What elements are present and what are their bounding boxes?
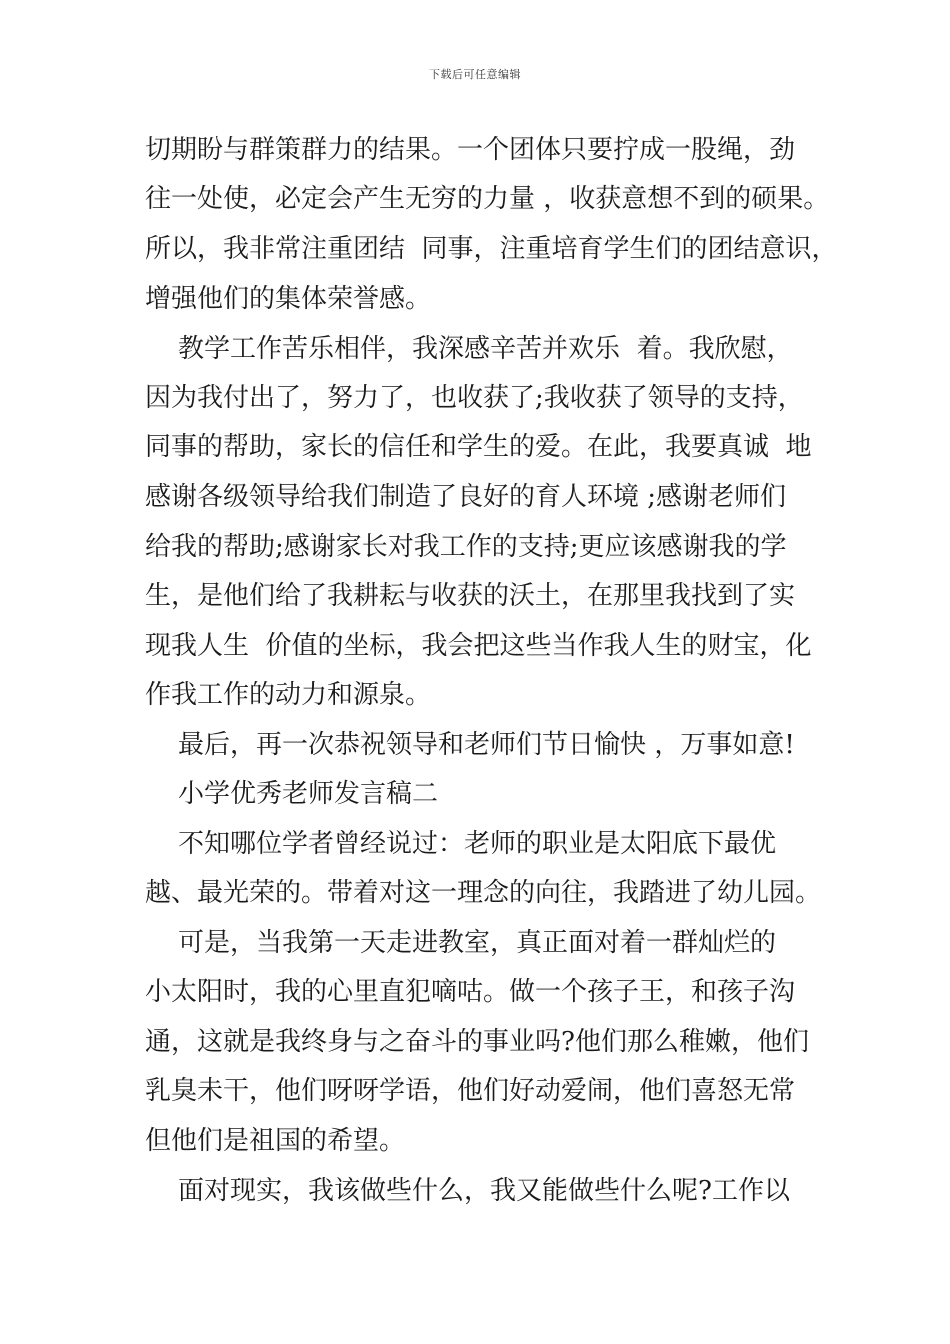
section-heading: 小学优秀老师发言稿二: [145, 779, 439, 809]
text-line: 生，是他们给了我耕耘与收获的沃土，在那里我找到了实: [145, 581, 796, 611]
text-line: 现我人生 价值的坐标，我会把这些当作我人生的财宝，化: [145, 631, 812, 661]
text-line: 教学工作苦乐相伴，我深感辛苦并欢乐 着。我欣慰，: [145, 334, 793, 364]
text-line: 同事的帮助，家长的信任和学生的爱。在此，我要真诚 地: [145, 432, 812, 462]
text-line: 最后，再一次恭祝领导和老师们节日愉快 ，万事如意!: [145, 730, 795, 760]
page-header: 下载后可任意编辑: [429, 68, 521, 81]
text-line: 切期盼与群策群力的结果。一个团体只要拧成一股绳，劲: [145, 135, 796, 165]
text-line: 作我工作的动力和源泉。: [145, 680, 432, 710]
text-line: 面对现实，我该做些什么，我又能做些什么呢?工作以: [145, 1176, 790, 1206]
text-line: 往一处使，必定会产生无穷的力量 ，收获意想不到的硕果。: [145, 184, 830, 214]
text-line: 可是，当我第一天走进教室，真正面对着一群灿烂的: [145, 928, 777, 958]
text-line: 所以，我非常注重团结 同事，注重培育学生们的团结意识，: [145, 234, 838, 264]
text-line: 乳臭未干，他们呀呀学语，他们好动爱闹，他们喜怒无常: [145, 1076, 796, 1106]
text-line: 因为我付出了，努力了，也收获了;我收获了领导的支持，: [145, 383, 804, 413]
text-line: 感谢各级领导给我们制造了良好的育人环境 ;感谢老师们: [145, 482, 787, 512]
text-line: 越、最光荣的。带着对这一理念的向往，我踏进了幼儿园。: [145, 878, 822, 908]
text-line: 但他们是祖国的希望。: [145, 1126, 406, 1156]
text-line: 增强他们的集体荣誉感。: [145, 284, 432, 314]
text-line: 通，这就是我终身与之奋斗的事业吗?他们那么稚嫩，他们: [145, 1027, 809, 1057]
text-line: 小太阳时，我的心里直犯嘀咕。做一个孩子王，和孩子沟: [145, 977, 796, 1007]
text-line: 不知哪位学者曾经说过：老师的职业是太阳底下最优: [145, 829, 777, 859]
text-line: 给我的帮助;感谢家长对我工作的支持;更应该感谢我的学: [145, 532, 787, 562]
